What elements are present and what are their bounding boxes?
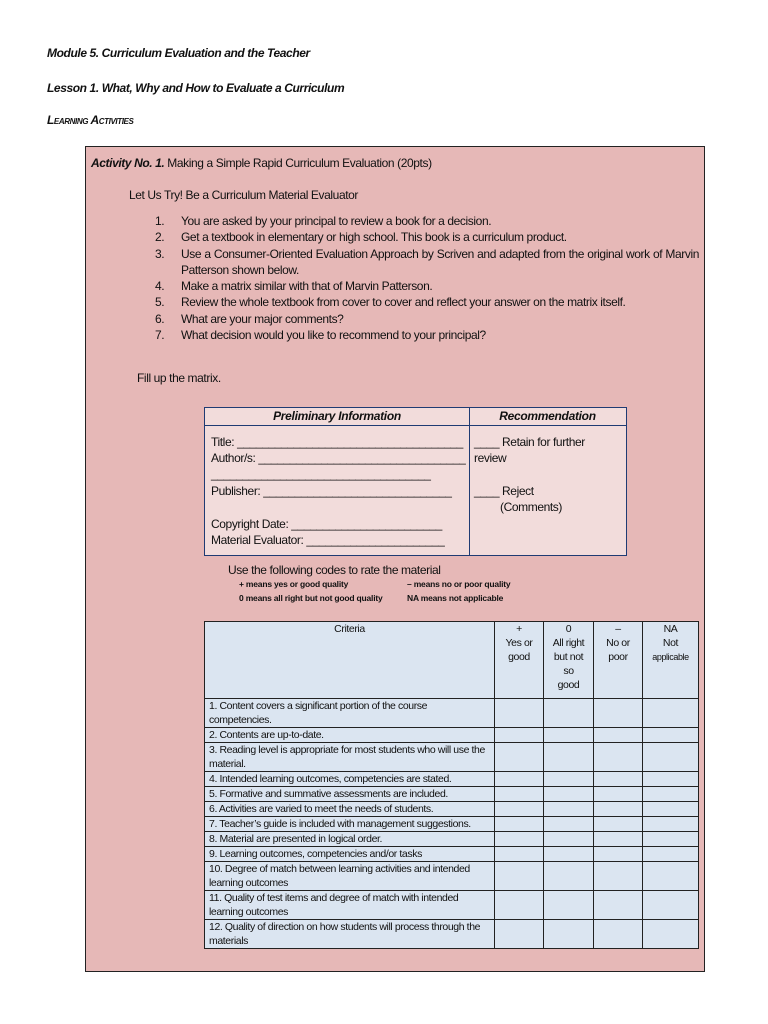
reject-option: ____ Reject (474, 484, 534, 498)
zero-cell[interactable] (544, 787, 594, 802)
step-text: Get a textbook in elementary or high school. This book is a curriculum product. (181, 230, 567, 245)
step-item (155, 246, 699, 279)
criteria-row (205, 728, 699, 743)
plus-cell[interactable] (495, 862, 544, 891)
column-header-line: No or (606, 637, 630, 649)
criteria-row (205, 832, 699, 847)
criteria-row (205, 891, 699, 920)
zero-cell[interactable] (544, 847, 594, 862)
minus-cell[interactable] (594, 891, 643, 920)
step-number: 4. (155, 279, 165, 294)
zero-cell[interactable] (544, 920, 594, 949)
prelim-header: Preliminary Information (273, 409, 401, 423)
na-cell[interactable] (643, 862, 699, 891)
plus-cell[interactable] (495, 847, 544, 862)
na-cell[interactable] (643, 847, 699, 862)
prelim-header-line (205, 425, 626, 426)
plus-cell[interactable] (495, 699, 544, 728)
column-header-line: All right (552, 637, 585, 649)
zero-cell[interactable] (544, 891, 594, 920)
criteria-text: 4. Intended learning outcomes, competencies are stated. (205, 772, 495, 787)
title-field: Title: ____________________________________ (211, 435, 463, 449)
na-cell[interactable] (643, 817, 699, 832)
step-number: 3. (155, 246, 165, 261)
step-number: 1. (155, 214, 165, 228)
criteria-row (205, 920, 699, 949)
criteria-text: 10. Degree of match between learning activities and intended learning outcomes (205, 862, 495, 891)
plus-cell[interactable] (495, 891, 544, 920)
step-item (155, 278, 699, 294)
plus-cell[interactable] (495, 832, 544, 847)
code-plus: + means yes or good quality (239, 579, 349, 589)
minus-cell[interactable] (594, 832, 643, 847)
criteria-text: 11. Quality of test items and degree of match with intended learning outcomes (205, 891, 495, 920)
column-header-line: good (508, 651, 530, 663)
criteria-table (204, 621, 699, 949)
na-cell[interactable] (643, 802, 699, 817)
criteria-row (205, 787, 699, 802)
plus-cell[interactable] (495, 772, 544, 787)
plus-cell[interactable] (495, 817, 544, 832)
code-na: NA means not applicable (407, 593, 504, 603)
criteria-row (205, 772, 699, 787)
zero-cell[interactable] (544, 772, 594, 787)
plus-cell[interactable] (495, 743, 544, 772)
minus-cell[interactable] (594, 728, 643, 743)
minus-cell[interactable] (594, 699, 643, 728)
retain-option-line2: review (474, 451, 507, 465)
criteria-row (205, 817, 699, 832)
section-title: Learning Activities (47, 113, 134, 127)
criteria-header-row (205, 622, 699, 699)
na-cell[interactable] (643, 832, 699, 847)
plus-cell[interactable] (495, 920, 544, 949)
step-text: What decision would you like to recommend to your principal? (181, 328, 486, 343)
na-cell[interactable] (643, 787, 699, 802)
col-na-header (643, 622, 699, 699)
codes-intro: Use the following codes to rate the material (228, 563, 441, 577)
criteria-text: 5. Formative and summative assessments are included. (205, 787, 495, 802)
na-cell[interactable] (643, 728, 699, 743)
minus-cell[interactable] (594, 802, 643, 817)
author-field: Author/s: _________________________________ (211, 451, 466, 465)
zero-cell[interactable] (544, 817, 594, 832)
copyright-field: Copyright Date: ________________________ (211, 517, 442, 531)
retain-option: ____ Retain for further (474, 435, 585, 449)
zero-cell[interactable] (544, 743, 594, 772)
recommendation-header: Recommendation (499, 409, 596, 423)
activity-title: Making a Simple Rapid Curriculum Evaluation (20pts) (167, 156, 432, 170)
step-text: Use a Consumer-Oriented Evaluation Approach by Scriven and adapted from the original work of Marvin Patterson shown below. (181, 246, 699, 277)
publisher-field: Publisher: ______________________________ (211, 484, 452, 498)
criteria-row (205, 699, 699, 728)
step-text: Make a matrix similar with that of Marvin Patterson. (181, 279, 433, 294)
column-header-line: applicable (652, 652, 689, 662)
zero-cell[interactable] (544, 699, 594, 728)
activity-subtitle: Let Us Try! Be a Curriculum Material Evaluator (129, 188, 359, 202)
na-cell[interactable] (643, 743, 699, 772)
lesson-title: Lesson 1. What, Why and How to Evaluate a Curriculum (47, 81, 345, 95)
step-item (155, 213, 699, 229)
criteria-header: Criteria (205, 622, 495, 699)
column-header-line: but not (553, 651, 584, 663)
col-minus-header (594, 622, 643, 699)
criteria-text: 9. Learning outcomes, competencies and/or tasks (205, 847, 495, 862)
column-header-line: + (516, 623, 522, 635)
step-item (155, 294, 699, 310)
module-title: Module 5. Curriculum Evaluation and the Teacher (47, 46, 310, 60)
criteria-text: 12. Quality of direction on how students will process through the materials (205, 920, 495, 949)
minus-cell[interactable] (594, 787, 643, 802)
criteria-text: 8. Material are presented in logical order. (205, 832, 495, 847)
plus-cell[interactable] (495, 787, 544, 802)
col-plus-header (495, 622, 544, 699)
step-number: 6. (155, 311, 165, 326)
column-header-line: good (557, 679, 580, 691)
steps-list (155, 213, 699, 343)
reject-comments: (Comments) (500, 500, 563, 514)
zero-cell[interactable] (544, 832, 594, 847)
column-header-line: poor (608, 651, 628, 663)
criteria-text: 7. Teacher’s guide is included with management suggestions. (205, 817, 495, 832)
criteria-text: 2. Contents are up-to-date. (205, 728, 495, 743)
criteria-row (205, 862, 699, 891)
step-item (155, 327, 699, 343)
column-header-line: – (615, 623, 621, 635)
activity-label: Activity No. 1. (91, 156, 165, 170)
na-cell[interactable] (643, 920, 699, 949)
preliminary-info-table (204, 407, 627, 556)
criteria-row (205, 743, 699, 772)
plus-cell[interactable] (495, 802, 544, 817)
column-header-line: so (563, 665, 574, 677)
step-text: Review the whole textbook from cover to cover and reflect your answer on the matrix itself. (181, 295, 626, 310)
na-cell[interactable] (643, 699, 699, 728)
column-header-line: 0 (565, 623, 572, 635)
criteria-text: 3. Reading level is appropriate for most students who will use the material. (205, 743, 495, 772)
zero-cell[interactable] (544, 862, 594, 891)
zero-cell[interactable] (544, 728, 594, 743)
step-number: 2. (155, 230, 165, 245)
minus-cell[interactable] (594, 772, 643, 787)
minus-cell[interactable] (594, 743, 643, 772)
na-cell[interactable] (643, 772, 699, 787)
column-header-line: Yes or (505, 637, 533, 649)
criteria-text: 1. Content covers a significant portion of the course competencies. (205, 699, 495, 728)
step-item (155, 229, 699, 245)
fill-instruction: Fill up the matrix. (137, 371, 221, 385)
criteria-row (205, 847, 699, 862)
column-header-line: NA (663, 623, 678, 635)
evaluator-field: Material Evaluator: ______________________ (211, 533, 445, 547)
code-minus: – means no or poor quality (407, 579, 511, 589)
column-header-line: Not (662, 637, 679, 649)
minus-cell[interactable] (594, 920, 643, 949)
criteria-row (205, 802, 699, 817)
col-zero-header (544, 622, 594, 699)
step-item (155, 311, 699, 327)
step-number: 7. (155, 328, 165, 343)
activity-heading (91, 156, 432, 170)
step-text: You are asked by your principal to review a book for a decision. (181, 214, 492, 228)
author-field-line2: ___________________________________ (211, 467, 431, 481)
minus-cell[interactable] (594, 847, 643, 862)
na-cell[interactable] (643, 891, 699, 920)
minus-cell[interactable] (594, 862, 643, 891)
step-text: What are your major comments? (181, 311, 344, 326)
criteria-text: 6. Activities are varied to meet the needs of students. (205, 802, 495, 817)
code-zero: 0 means all right but not good quality (239, 593, 383, 603)
plus-cell[interactable] (495, 728, 544, 743)
step-number: 5. (155, 295, 165, 310)
zero-cell[interactable] (544, 802, 594, 817)
minus-cell[interactable] (594, 817, 643, 832)
